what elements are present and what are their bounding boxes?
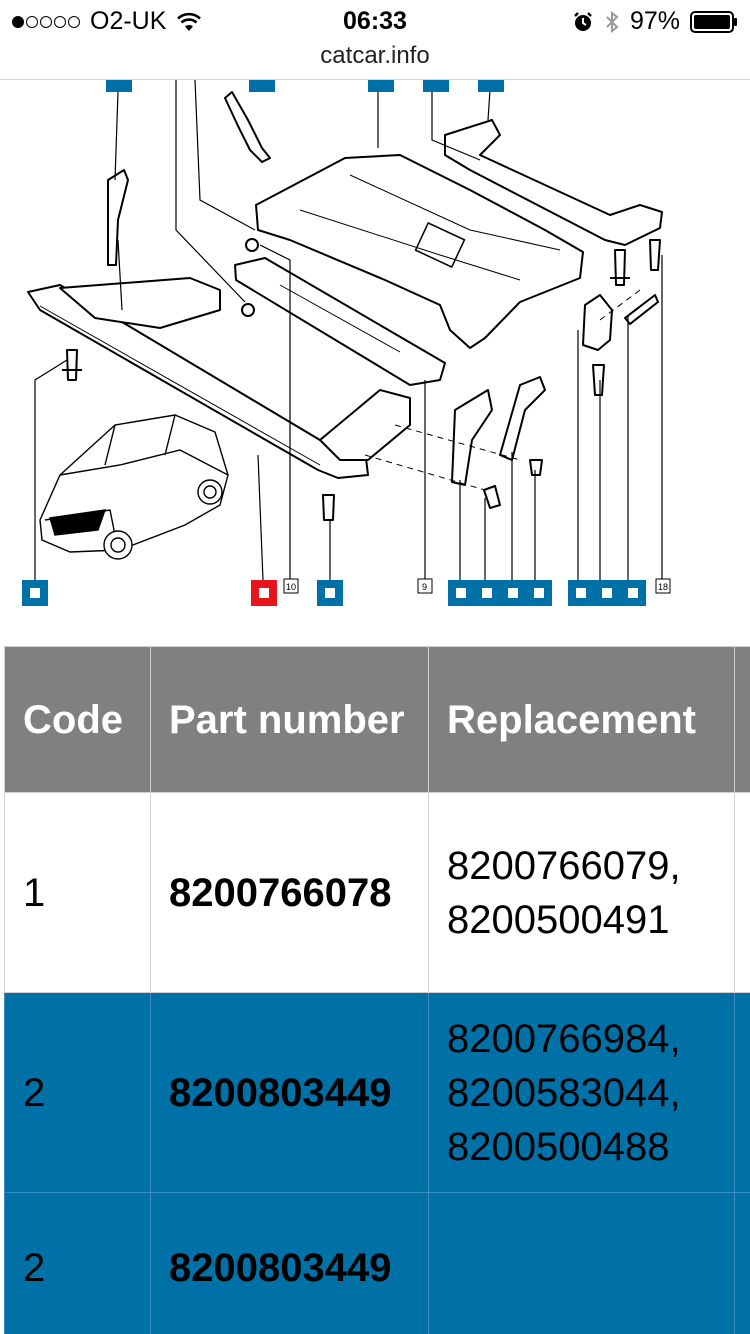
header-replacement: Replacement (429, 647, 735, 793)
battery-icon (690, 11, 738, 33)
status-time: 06:33 (343, 7, 407, 35)
upper-link (225, 92, 270, 162)
callout-9[interactable]: 9 (422, 582, 428, 592)
left-upright (108, 170, 128, 265)
table-row-selected[interactable] (5, 993, 750, 1193)
cell-part-number[interactable]: 8200803449 (151, 993, 429, 1193)
callout-18[interactable]: 18 (658, 582, 669, 592)
cell-code: 2 (5, 1193, 151, 1334)
table-row-selected[interactable] (5, 1193, 750, 1334)
bracket-b (500, 377, 545, 460)
car-illustration (40, 415, 228, 559)
top-markers (106, 80, 504, 92)
cell-extra (735, 993, 750, 1193)
url-bar[interactable] (0, 40, 750, 80)
cell-extra (735, 793, 750, 993)
cell-replacement (429, 1193, 735, 1334)
right-knuckle (583, 295, 612, 350)
alarm-icon (572, 11, 594, 33)
battery-percent: 97% (629, 7, 680, 35)
header-extra (735, 647, 750, 793)
cell-extra (735, 1193, 750, 1334)
url-text: catcar.info (320, 42, 430, 69)
table-row[interactable] (5, 793, 750, 993)
cell-replacement: 8200766984, 8200583044, 8200500488 (429, 993, 735, 1193)
bluetooth-icon (604, 10, 620, 34)
status-right (572, 7, 738, 36)
header-part-number: Part number (151, 647, 429, 793)
status-bar (0, 0, 750, 40)
cell-part-number[interactable]: 8200766078 (151, 793, 429, 993)
cell-part-number[interactable]: 8200803449 (151, 1193, 429, 1334)
parts-table-container[interactable] (4, 646, 750, 1334)
bracket-a (452, 390, 492, 485)
bottom-markers[interactable] (22, 580, 646, 606)
carrier-name: O2-UK (90, 7, 167, 35)
header-code: Code (5, 647, 151, 793)
cell-replacement: 8200766079, 8200500491 (429, 793, 735, 993)
table-header-row (5, 647, 750, 793)
cell-code: 1 (5, 793, 151, 993)
callout-10[interactable]: 10 (286, 582, 297, 592)
parts-table (4, 646, 750, 1334)
parts-diagram (0, 80, 750, 625)
cell-code: 2 (5, 993, 151, 1193)
subframe-diagram-svg (0, 80, 750, 625)
